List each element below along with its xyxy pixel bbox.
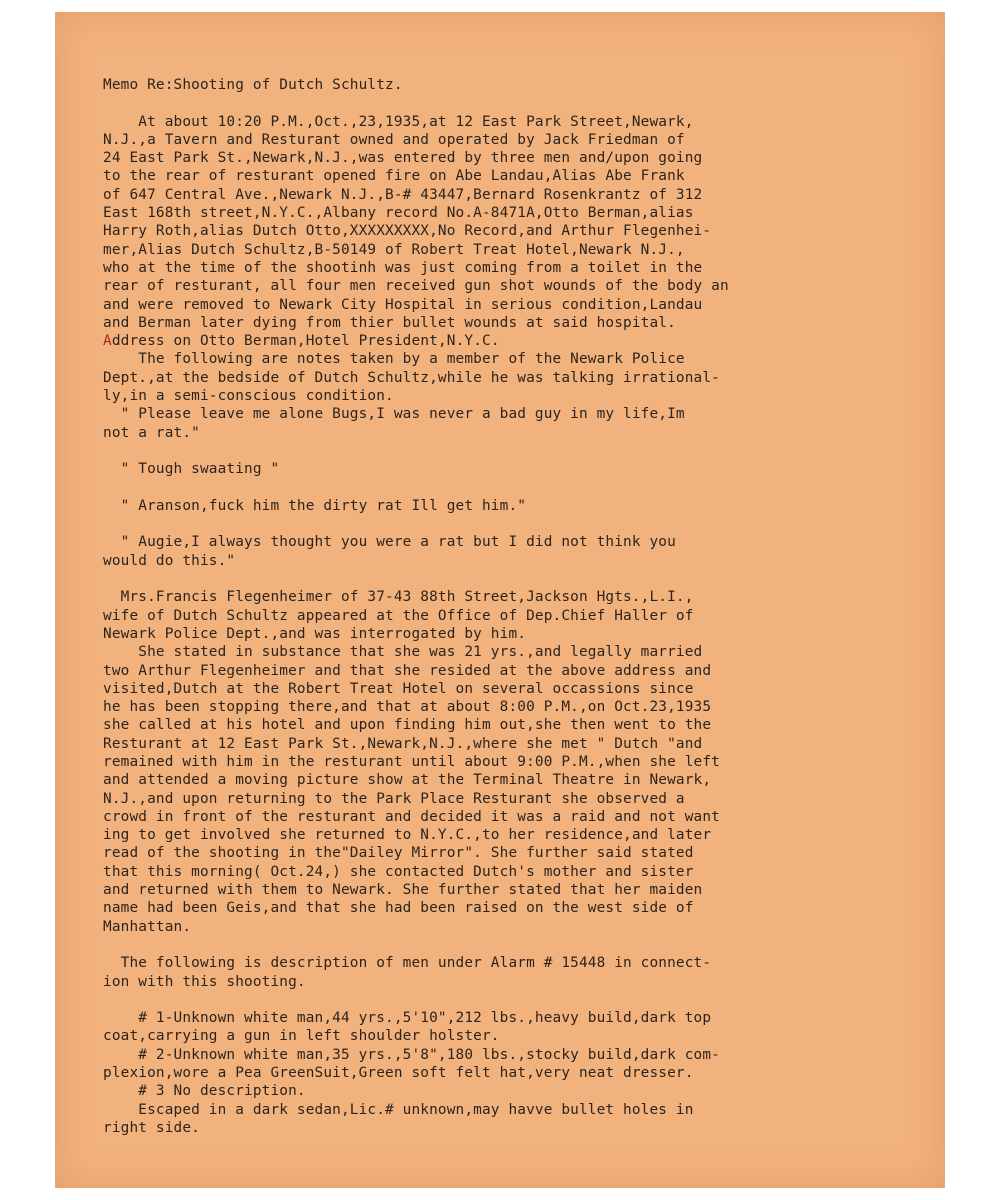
text-line: wife of Dutch Schultz appeared at the Office of Dep.Chief Haller of bbox=[103, 607, 694, 624]
paragraph-bedside-notes bbox=[103, 350, 933, 441]
suspect-descriptions bbox=[103, 1009, 933, 1137]
quote-line: " Augie,I always thought you were a rat but I did not think you bbox=[103, 534, 676, 551]
text-line: ing to get involved she returned to N.Y.C.,to her residence,and later bbox=[103, 827, 712, 844]
spacer bbox=[103, 991, 933, 1009]
memo-heading: Memo Re:Shooting of Dutch Schultz. bbox=[103, 77, 403, 93]
quote-line: " Tough swaating " bbox=[103, 461, 280, 478]
text-line: ly,in a semi-conscious condition. bbox=[103, 388, 394, 405]
quote-line: would do this." bbox=[103, 552, 236, 569]
text-line: N.J.,a Tavern and Resturant owned and operated by Jack Friedman of bbox=[103, 131, 685, 148]
text-line: Dept.,at the bedside of Dutch Schultz,while he was talking irrational- bbox=[103, 369, 720, 386]
text-line: visited,Dutch at the Robert Treat Hotel on several occassions since bbox=[103, 680, 694, 697]
spacer bbox=[103, 936, 933, 954]
text-line: Manhattan. bbox=[103, 918, 192, 935]
text-line: coat,carrying a gun in left shoulder holster. bbox=[103, 1028, 500, 1045]
spacer bbox=[103, 479, 933, 497]
address-line bbox=[103, 332, 933, 350]
text-line: not a rat." bbox=[103, 424, 200, 441]
text-line: Mrs.Francis Flegenheimer of 37-43 88th Street,Jackson Hgts.,L.I., bbox=[103, 589, 694, 606]
red-initial: A bbox=[103, 333, 112, 350]
text-line: remained with him in the resturant until about 9:00 P.M.,when she left bbox=[103, 753, 720, 770]
text-line: and attended a moving picture show at the Terminal Theatre in Newark, bbox=[103, 772, 712, 789]
text-line: Resturant at 12 East Park St.,Newark,N.J.,where she met " Dutch "and bbox=[103, 735, 703, 752]
text-line: # 2-Unknown white man,35 yrs.,5'8",180 lbs.,stocky build,dark com- bbox=[103, 1046, 720, 1063]
paragraph-alarm-intro bbox=[103, 954, 933, 991]
text-line: Escaped in a dark sedan,Lic.# unknown,may havve bullet holes in bbox=[103, 1101, 694, 1118]
quote-block bbox=[103, 533, 933, 570]
text-line: rear of resturant, all four men received gun shot wounds of the body an bbox=[103, 278, 729, 295]
spacer bbox=[103, 94, 933, 112]
text-line: Newark Police Dept.,and was interrogated by him. bbox=[103, 625, 527, 642]
text-line: East 168th street,N.Y.C.,Albany record No.A-8471A,Otto Berman,alias bbox=[103, 205, 694, 222]
text-line: of 647 Central Ave.,Newark N.J.,B-# 43447,Bernard Rosenkrantz of 312 bbox=[103, 186, 703, 203]
text-line: 24 East Park St.,Newark,N.J.,was entered by three men and/upon going bbox=[103, 150, 703, 167]
quote-line: " Aranson,fuck him the dirty rat Ill get him." bbox=[103, 497, 527, 514]
text-line: he has been stopping there,and that at about 8:00 P.M.,on Oct.23,1935 bbox=[103, 699, 712, 716]
text-line: N.J.,and upon returning to the Park Place Resturant she observed a bbox=[103, 790, 685, 807]
spacer bbox=[103, 515, 933, 533]
memo-body bbox=[103, 76, 933, 1137]
text-line: " Please leave me alone Bugs,I was never a bad guy in my life,Im bbox=[103, 406, 685, 423]
text-line: The following are notes taken by a member of the Newark Police bbox=[103, 351, 685, 368]
text-line: # 1-Unknown white man,44 yrs.,5'10",212 lbs.,heavy build,dark top bbox=[103, 1010, 712, 1027]
address-text: ddress on Otto Berman,Hotel President,N.Y.C. bbox=[111, 333, 500, 350]
text-line: and returned with them to Newark. She further stated that her maiden bbox=[103, 882, 703, 899]
text-line: right side. bbox=[103, 1119, 200, 1136]
spacer bbox=[103, 442, 933, 460]
text-line: that this morning( Oct.24,) she contacted Dutch's mother and sister bbox=[103, 863, 694, 880]
text-line: who at the time of the shootinh was just coming from a toilet in the bbox=[103, 259, 703, 276]
text-line: plexion,wore a Pea GreenSuit,Green soft felt hat,very neat dresser. bbox=[103, 1065, 694, 1082]
text-line: two Arthur Flegenheimer and that she resided at the above address and bbox=[103, 662, 712, 679]
text-line: and Berman later dying from thier bullet wounds at said hospital. bbox=[103, 314, 676, 331]
text-line: mer,Alias Dutch Schultz,B-50149 of Robert Treat Hotel,Newark N.J., bbox=[103, 241, 685, 258]
paragraph-wife-statement bbox=[103, 588, 933, 936]
text-line: crowd in front of the resturant and decided it was a raid and not want bbox=[103, 808, 720, 825]
spacer bbox=[103, 570, 933, 588]
text-line: She stated in substance that she was 21 yrs.,and legally married bbox=[103, 644, 703, 661]
text-line: The following is description of men under Alarm # 15448 in connect- bbox=[103, 955, 712, 972]
text-line: Harry Roth,alias Dutch Otto,XXXXXXXXX,No Record,and Arthur Flegenhei- bbox=[103, 223, 712, 240]
paragraph-shooting-account bbox=[103, 113, 933, 351]
text-line: # 3 No description. bbox=[103, 1083, 306, 1100]
text-line: read of the shooting in the"Dailey Mirror". She further said stated bbox=[103, 845, 694, 862]
text-line: and were removed to Newark City Hospital in serious condition,Landau bbox=[103, 296, 703, 313]
text-line: she called at his hotel and upon finding him out,she then went to the bbox=[103, 717, 712, 734]
memo-page bbox=[55, 12, 945, 1188]
text-line: to the rear of resturant opened fire on Abe Landau,Alias Abe Frank bbox=[103, 168, 685, 185]
text-line: name had been Geis,and that she had been raised on the west side of bbox=[103, 900, 694, 917]
text-line: At about 10:20 P.M.,Oct.,23,1935,at 12 East Park Street,Newark, bbox=[103, 113, 694, 130]
text-line: ion with this shooting. bbox=[103, 973, 306, 990]
